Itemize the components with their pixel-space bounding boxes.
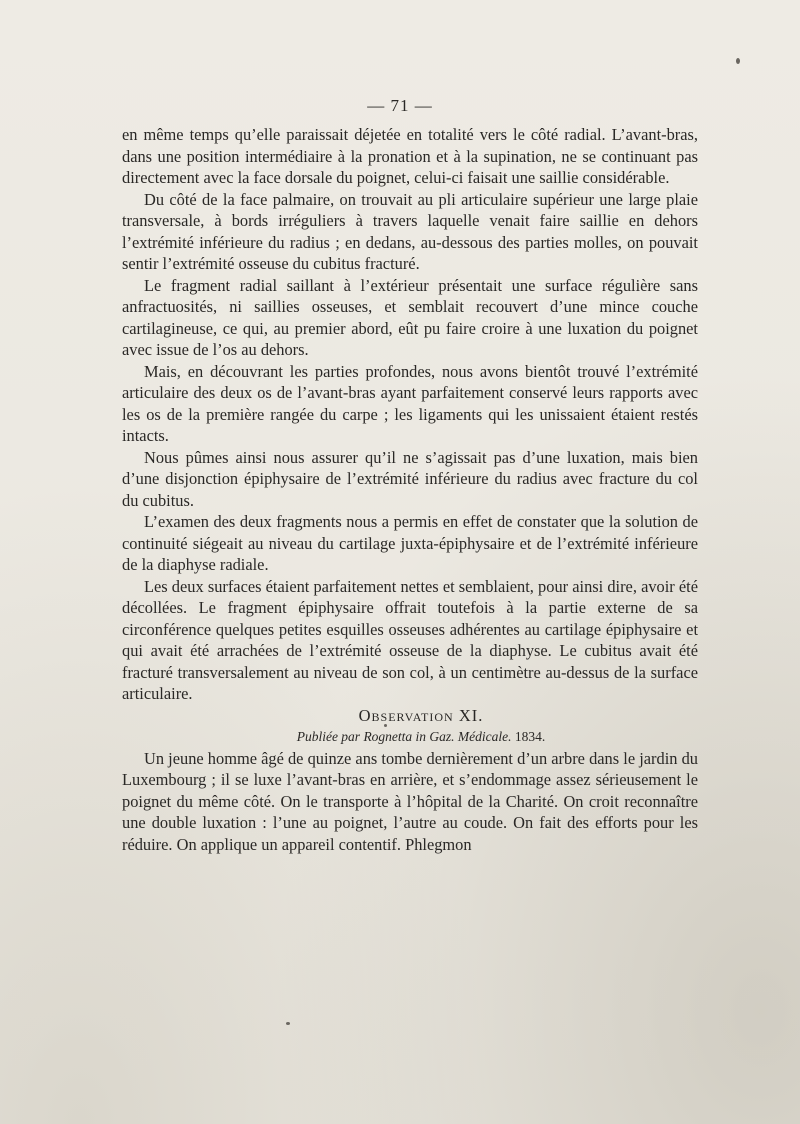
- publication-note: [122, 726, 698, 748]
- publication-source: Publiée par Rognetta in Gaz. Médicale.: [296, 729, 512, 744]
- paragraph: Nous pûmes ainsi nous assurer qu’il ne s’agissait pas d’une luxation, mais bien d’une disjonction épiphysaire de l’extrémité inférieure du radius avec fracture du col du cubitus.: [122, 447, 698, 510]
- paragraph: Le fragment radial saillant à l’extérieur présentait une surface régulière sans anfractuosités, ni saillies osseuses, et semblait recouvert d’une mince couche cartilagineuse, ce qui, au premier abord, eût pu faire croire à une luxation du poignet avec issue de l’os au dehors.: [122, 275, 698, 359]
- paragraph: en même temps qu’elle paraissait déjetée en totalité vers le côté radial. L’avant-bras, dans une position intermédiaire à la pronation et à la supination, ne se continuant pas directement avec la face dorsale du poignet, celui-ci faisait une saillie considérable.: [122, 125, 698, 187]
- page-number: — 71 —: [367, 96, 433, 115]
- paragraph: L’examen des deux fragments nous a permis en effet de constater que la solution de continuité siégeait au niveau du cartilage juxta-épiphysaire et de l’extrémité inférieure de la diaphyse radiale.: [122, 512, 698, 574]
- paragraph: Un jeune homme âgé de quinze ans tombe dernièrement d’un arbre dans le jardin du Luxembourg ; il se luxe l’avant-bras en arrière, et s’endommage assez sérieusement le poignet du même côté. On le transporte à l’hôpital de la Charité. On croit reconnaître une double luxation : l’une au poignet, l’autre au coude. On fait des efforts pour les réduire. On applique un appareil contentif. Phlegmon: [122, 748, 698, 854]
- publication-year: 1834.: [514, 729, 546, 744]
- body-text: [122, 124, 698, 855]
- ink-speck: [736, 58, 740, 64]
- paragraph: Du côté de la face palmaire, on trouvait au pli articulaire supérieur une large plaie transversale, à bords irréguliers à travers laquelle venait faire saillie en dehors l’extrémité inférieure du radius ; en dedans, au-dessous des parties molles, on pouvait sentir l’extrémité osseuse du cubitus fracturé.: [122, 189, 698, 273]
- section-title: Observation XI.: [358, 705, 484, 725]
- ink-speck: [286, 1022, 290, 1025]
- paragraph: Les deux surfaces étaient parfaitement nettes et semblaient, pour ainsi dire, avoir été décollées. Le fragment épiphysaire offrait toutefois à la partie externe de sa circonférence quelques petites esquilles osseuses adhérentes au cartilage épiphysaire et qui avait été arrachées de l’extrémité osseuse de la diaphyse. Le cubitus avait été fracturé transversalement au niveau de son col, à un centimètre au-dessus de la surface articulaire.: [122, 576, 698, 703]
- paragraph: Mais, en découvrant les parties profondes, nous avons bientôt trouvé l’extrémité articulaire des deux os de l’avant-bras ayant parfaitement conservé leurs rapports avec les os de la première rangée du carpe ; les ligaments qui les unissaient étaient restés intacts.: [122, 361, 698, 445]
